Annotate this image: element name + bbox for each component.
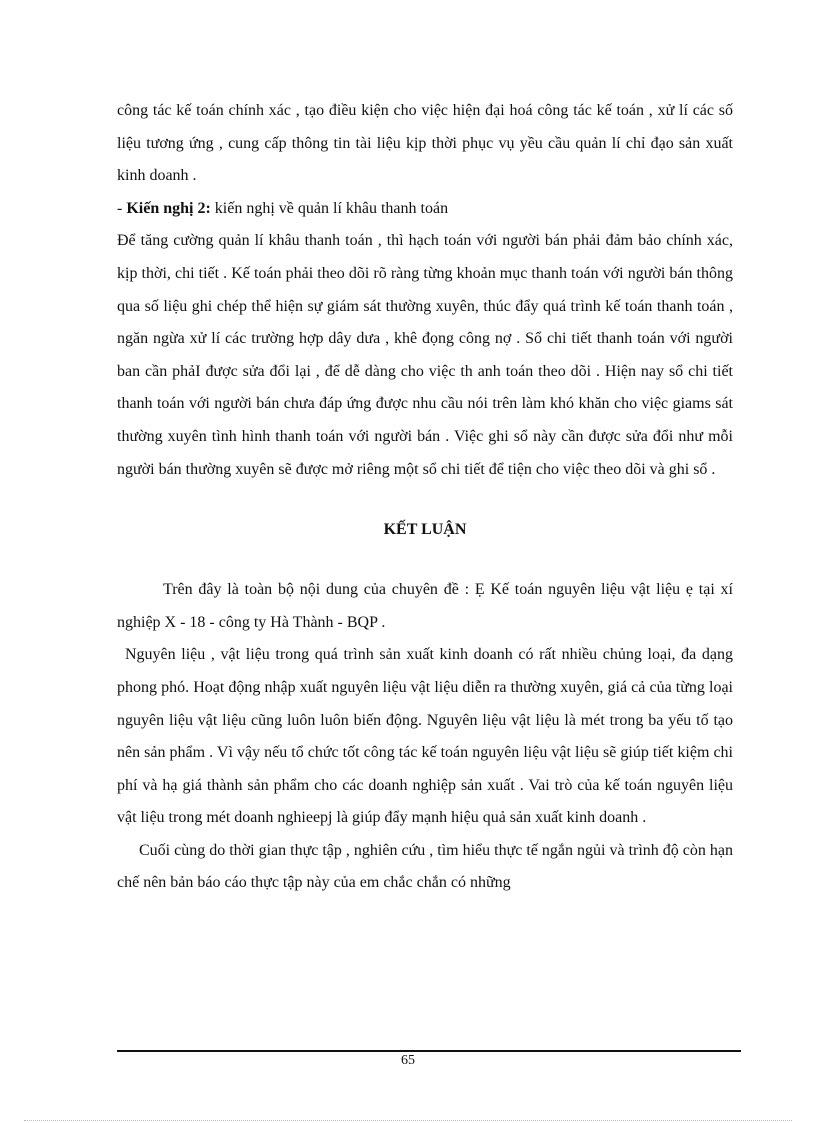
paragraph-payment-management: Để tăng cường quản lí khâu thanh toán , thì hạch toán với người bán phải đảm bảo chính xác, kịp thời, chi tiết . Kế toán phải theo dõi rõ ràng từng khoản mục thanh toán với người bán thông qua số liệu ghi chép thể hiện sự giám sát thường xuyên, thúc đẩy quá trình kế toán thanh toán , ngăn ngừa xử lí các trường hợp dây dưa , khê đọng công nợ . Sổ chi tiết thanh toán với người ban cần phảI được sửa đổi lại , để dễ dàng cho việc th anh toán theo dõi . Hiện nay sổ chi tiết thanh toán với người bán chưa đáp ứng được nhu cầu nói trên làm khó khăn cho việc giams sát thường xuyên tình hình thanh toán với người bán . Việc ghi sổ này cần được sửa đổi như mỗi người bán thường xuyên sẽ được mở riêng một sổ chi tiết để tiện cho việc theo dõi và ghi sổ . — [117, 232, 733, 478]
footer-divider — [117, 1050, 741, 1052]
recommendation-2-line — [117, 193, 733, 226]
section-heading-conclusion: KẾT LUẬN — [383, 521, 467, 539]
page-bottom-edge — [24, 1120, 792, 1121]
page-number: 65 — [401, 1053, 415, 1068]
paragraph-closing: Cuối cùng do thời gian thực tập , nghiên cứu , tìm hiểu thực tế ngắn ngủi và trình độ còn hạn chế nên bản báo cáo thực tập này của em chắc chắn có những — [117, 841, 733, 892]
recommendation-2-text: kiến nghị về quản lí khâu thanh toán — [210, 199, 449, 217]
recommendation-dash: - — [117, 199, 127, 217]
paragraph-materials: Nguyên liệu , vật liệu trong quá trình sản xuất kinh doanh có rất nhiều chủng loại, đa dạng phong phó. Hoạt động nhập xuất nguyên liệu vật liệu diễn ra thường xuyên, giá cả của từng loại nguyên liệu vật liệu cũng luôn luôn biến động. Nguyên liệu vật liệu là mét trong ba yếu tố tạo nên sản phẩm . Vì vậy nếu tổ chức tốt công tác kế toán nguyên liệu vật liệu sẽ giúp tiết kiệm chi phí và hạ giá thành sản phẩm cho các doanh nghiệp sản xuất . Vai trò của kế toán nguyên liệu vật liệu trong mét doanh nghieepj là giúp đẩy mạnh hiệu quả sản xuất kinh doanh . — [117, 646, 733, 827]
paragraph-conclusion-intro: Trên đây là toàn bộ nội dung của chuyên đề : Ẹ Kế toán nguyên liệu vật liệu ẹ tại xí nghiệp X - 18 - công ty Hà Thành - BQP . — [117, 581, 733, 631]
paragraph-continuation: công tác kế toán chính xác , tạo điều kiện cho việc hiện đại hoá công tác kế toán , xử lí các số liệu tương ứng , cung cấp thông tin tài liệu kịp thời phục vụ yều cầu quản lí chỉ đạo sản xuất kinh doanh . — [117, 102, 733, 185]
recommendation-2-label: Kiến nghị 2: — [126, 199, 211, 217]
body-text — [117, 95, 733, 900]
